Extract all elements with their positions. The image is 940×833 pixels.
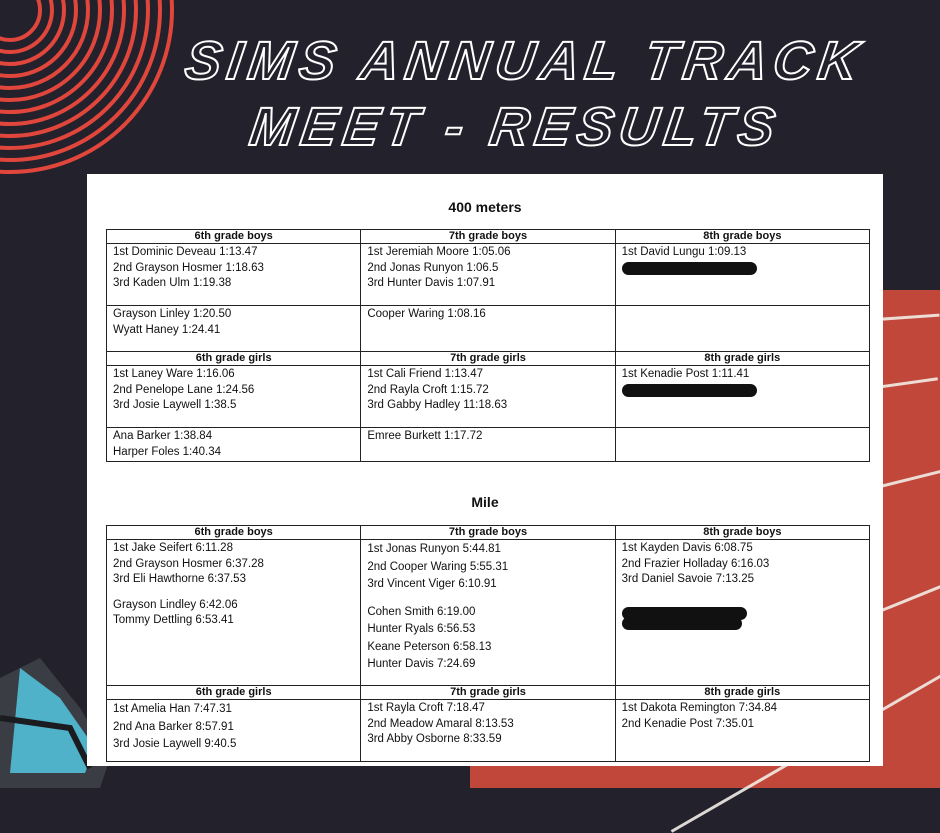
results-cell [107,428,361,462]
result-line: Hunter Ryals 6:56.53 [367,623,476,635]
result-line: 3rd Kaden Ulm 1:19.38 [113,277,232,289]
section-title-mile: Mile [471,494,499,510]
result-line: 2nd Meadow Amaral 8:13.53 [367,717,514,730]
result-line: Keane Peterson 6:58.13 [367,640,492,653]
result-line: 1st Laney Ware 1:16.06 [113,368,235,380]
results-cell [361,540,615,686]
result-line: 3rd Daniel Savoie 7:13.25 [621,573,754,585]
result-line: 1st Dominic Deveau 1:13.47 [113,246,258,258]
results-cell [107,540,361,686]
result-line: Ana Barker 1:38.84 [113,430,213,442]
result-line: 2nd Kenadie Post 7:35.01 [621,717,755,730]
result-line: 3rd Gabby Hadley 11:18.63 [367,399,508,411]
result-line: 2nd Grayson Hosmer 1:18.63 [113,261,264,274]
results-table-mile [106,525,870,762]
result-line: 1st Jeremiah Moore 1:05.06 [367,246,511,258]
column-header: 8th grade boys [615,526,869,540]
result-line: 1st Cali Friend 1:13.47 [367,368,484,380]
result-line: Hunter Davis 7:24.69 [367,658,476,670]
column-header: 6th grade boys [107,526,361,540]
result-line: 1st Dakota Remington 7:34.84 [621,702,778,714]
result-line: Grayson Lindley 6:42.06 [113,598,238,611]
results-table-400m [106,229,870,462]
result-line: 2nd Jonas Runyon 1:06.5 [367,261,499,274]
result-line: 3rd Eli Hawthorne 6:37.53 [113,573,246,585]
result-line: Cohen Smith 6:19.00 [367,605,476,618]
results-cell [107,700,361,762]
result-line: Tommy Dettling 6:53.41 [113,614,234,626]
results-cell [361,244,615,306]
result-line: 1st Jake Seifert 6:11.28 [113,542,233,554]
result-line: Harper Foles 1:40.34 [113,445,222,458]
result-line: 3rd Josie Laywell 1:38.5 [113,399,237,411]
results-cell [361,700,615,762]
column-header: 6th grade girls [107,686,361,700]
result-line: 2nd Grayson Hosmer 6:37.28 [113,557,264,570]
result-line: 2nd Rayla Croft 1:15.72 [367,383,489,396]
page-title: SIMS ANNUAL TRACK MEET - RESULTS [181,31,868,157]
result-line: 2nd Frazier Holladay 6:16.03 [621,557,770,570]
result-line: 3rd Hunter Davis 1:07.91 [367,277,496,289]
result-line: Wyatt Haney 1:24.41 [113,323,221,336]
result-line: 3rd Vincent Viger 6:10.91 [367,578,497,590]
results-cell [361,428,615,462]
results-cell [615,700,869,762]
column-header: 7th grade girls [361,352,615,366]
column-header: 7th grade boys [361,230,615,244]
column-header: 7th grade girls [361,686,615,700]
column-header: 6th grade boys [107,230,361,244]
result-line: Emree Burkett 1:17.72 [367,430,483,442]
section-title-400m: 400 meters [448,199,522,215]
result-line: 1st Jonas Runyon 5:44.81 [367,543,501,555]
result-line: 2nd Penelope Lane 1:24.56 [113,383,255,396]
results-cell [361,306,615,352]
column-header: 8th grade girls [615,686,869,700]
results-cell [361,366,615,428]
results-cell [107,244,361,306]
result-line: 2nd Cooper Waring 5:55.31 [367,560,509,573]
result-line: Grayson Linley 1:20.50 [113,308,232,320]
results-cell [615,306,869,352]
results-cell [107,366,361,428]
results-cell [615,244,869,306]
column-header: 8th grade boys [615,230,869,244]
column-header: 8th grade girls [615,352,869,366]
result-line: 1st Amelia Han 7:47.31 [113,703,232,715]
result-line: 1st Kenadie Post 1:11.41 [621,368,750,380]
result-line: 1st Kayden Davis 6:08.75 [621,542,753,554]
result-line: 3rd Abby Osborne 8:33.59 [367,733,502,745]
result-line: 3rd Josie Laywell 9:40.5 [113,738,237,750]
results-sheet [87,174,883,766]
column-header: 7th grade boys [361,526,615,540]
redaction-mark [622,262,757,275]
redaction-mark [622,617,742,630]
result-line: Cooper Waring 1:08.16 [367,308,486,320]
results-cell [615,540,869,686]
result-line: 2nd Ana Barker 8:57.91 [113,720,234,733]
result-line: 1st Rayla Croft 7:18.47 [367,702,485,714]
results-cell [615,366,869,428]
results-cell [107,306,361,352]
column-header: 6th grade girls [107,352,361,366]
redaction-mark [622,384,757,397]
result-line: 1st David Lungu 1:09.13 [621,246,747,258]
results-cell [615,428,869,462]
